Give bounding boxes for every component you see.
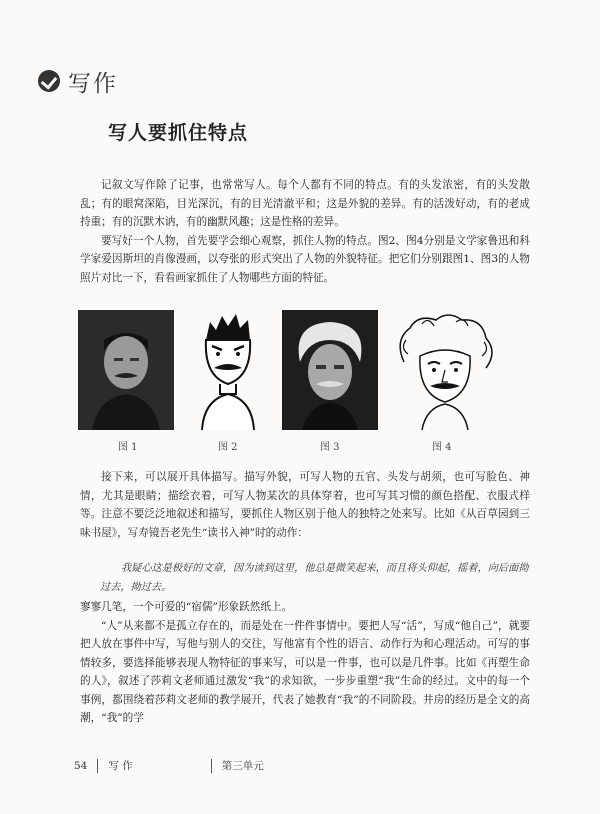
- paragraph-3: 接下来，可以展开具体描写。描写外貌，可写人物的五官、头发与胡须，也可写脸色、神情，尤其是眼睛；描绘衣着，可写人物某次的具体穿着，也可写其习惯的颜色搭配、衣服式样等。注意不要泛泛地叙述和描写，要抓住人物区别于他人的独特之处来写。比如《从百草园到三味书屋》，写寿镜吾老先生“读书入神”时的动作：: [80, 471, 530, 539]
- body-text-3: [80, 598, 530, 728]
- footer-unit: 第三单元: [221, 760, 264, 772]
- footer-section: 写 作: [108, 760, 133, 772]
- intro-text: [80, 176, 530, 287]
- paragraph-4: 寥寥几笔，一个可爱的“宿儒”形象跃然纸上。: [80, 601, 293, 613]
- figure-1-caption: 图 1: [118, 442, 138, 453]
- page-number: 54: [74, 759, 88, 772]
- paragraph-5: “人”从来都不是孤立存在的，而是处在一件件事情中。要把人写“活”，写成“他自己”，就要把人放在事件中写，写他与别人的交往，写他富有个性的语言、动作行为和心理活动。可写的事情较多，要选择能够表现人物特征的事来写，可以是一件事，也可以是几件事。比如《再塑生命的人》，叙述了莎莉文老师通过激发“我”的求知欲，一步步重塑“我”生命的经过。文中的每一个事例，都围绕着莎莉文老师的教学展开，代表了她教育“我”的不同阶段。井房的经历是全文的高潮，“我”的学: [80, 619, 530, 724]
- figure-4-caricature: [392, 310, 498, 430]
- figure-1-photo: [78, 310, 174, 430]
- paragraph-1: 记叙文写作除了记事，也常常写人。每个人都有不同的特点。有的头发浓密，有的头发散乱；有的眼窝深陷，目光深沉，有的目光清澈平和；这是外貌的差异。有的活泼好动，有的老成持重；有的沉默木讷，有的幽默风趣；这是性格的差异。: [80, 179, 530, 228]
- quotation: [100, 560, 532, 597]
- quote-text: 我疑心这是极好的文章，因为读到这里，他总是微笑起来，而且将头仰起，摇着，向后面拗过去，拗过去。: [100, 563, 529, 593]
- section-title: 写作: [68, 70, 118, 97]
- page-title: 写人要抓住特点: [108, 122, 249, 144]
- footer-divider: [97, 759, 98, 773]
- figure-2-caption: 图 2: [218, 442, 238, 453]
- figure-3-photo: [282, 310, 378, 430]
- paragraph-2: 要写好一个人物，首先要学会细心观察，抓住人物的特点。图2、图4分别是文学家鲁迅和科学家爱因斯坦的肖像漫画，以夸张的形式突出了人物的外貌特征。把它们分别跟图1、图3的人物照片对比一下，看看画家抓住了人物哪些方面的特征。: [80, 234, 530, 284]
- figure-2-caricature: [192, 310, 264, 430]
- figure-3-caption: 图 3: [320, 442, 340, 453]
- page-footer: [74, 758, 264, 773]
- section-header: [38, 66, 118, 96]
- body-text-2: [80, 468, 530, 542]
- figure-4-caption: 图 4: [432, 442, 452, 453]
- check-badge-icon: [38, 70, 60, 92]
- footer-divider-2: [211, 759, 212, 773]
